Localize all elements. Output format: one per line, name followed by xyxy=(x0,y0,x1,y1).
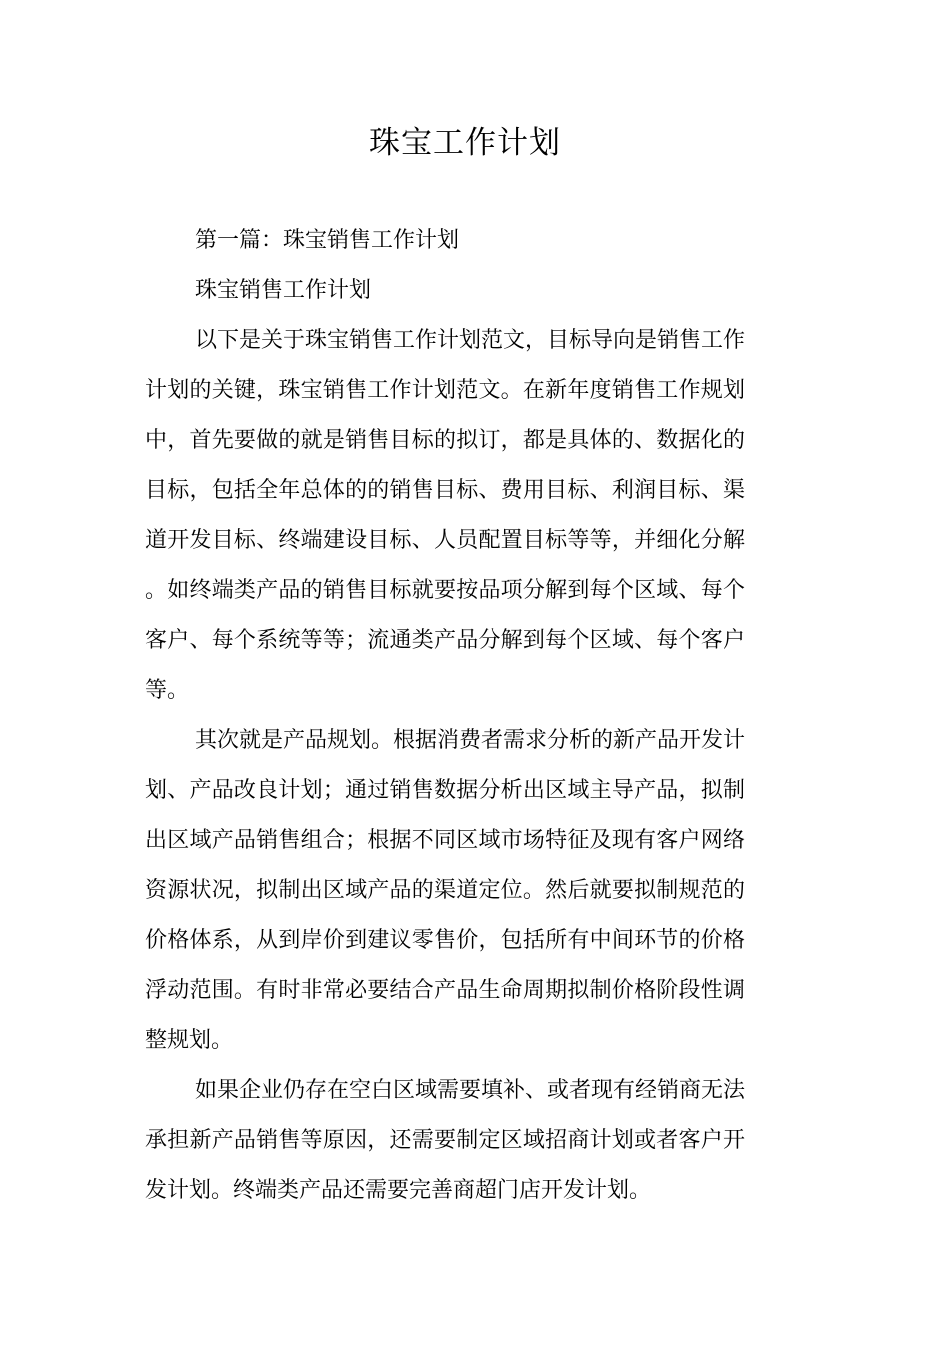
document-body xyxy=(145,216,745,1216)
paragraph-sales-targets: 以下是关于珠宝销售工作计划范文，目标导向是销售工作计划的关键，珠宝销售工作计划范文。在新年度销售工作规划中，首先要做的就是销售目标的拟订，都是具体的、数据化的目标，包括全年总体的的销售目标、费用目标、利润目标、渠道开发目标、终端建设目标、人员配置目标等等，并细化分解。如终端类产品的销售目标就要按品项分解到每个区域、每个客户、每个系统等等；流通类产品分解到每个区域、每个客户等。 xyxy=(145,328,746,703)
document-title: 珠宝工作计划 xyxy=(369,125,561,161)
paragraph-product-planning: 其次就是产品规划。根据消费者需求分析的新产品开发计划、产品改良计划；通过销售数据分析出区域主导产品，拟制出区域产品销售组合；根据不同区域市场特征及现有客户网络资源状况，拟制出区域产品的渠道定位。然后就要拟制规范的价格体系，从到岸价到建议零售价，包括所有中间环节的价格浮动范围。有时非常必要结合产品生命周期拟制价格阶段性调整规划。 xyxy=(145,728,746,1053)
subsection-heading: 珠宝销售工作计划 xyxy=(195,278,372,303)
section-heading: 第一篇：珠宝销售工作计划 xyxy=(195,228,460,253)
paragraph-customer-development: 如果企业仍存在空白区域需要填补、或者现有经销商无法承担新产品销售等原因，还需要制定区域招商计划或者客户开发计划。终端类产品还需要完善商超门店开发计划。 xyxy=(145,1078,746,1203)
